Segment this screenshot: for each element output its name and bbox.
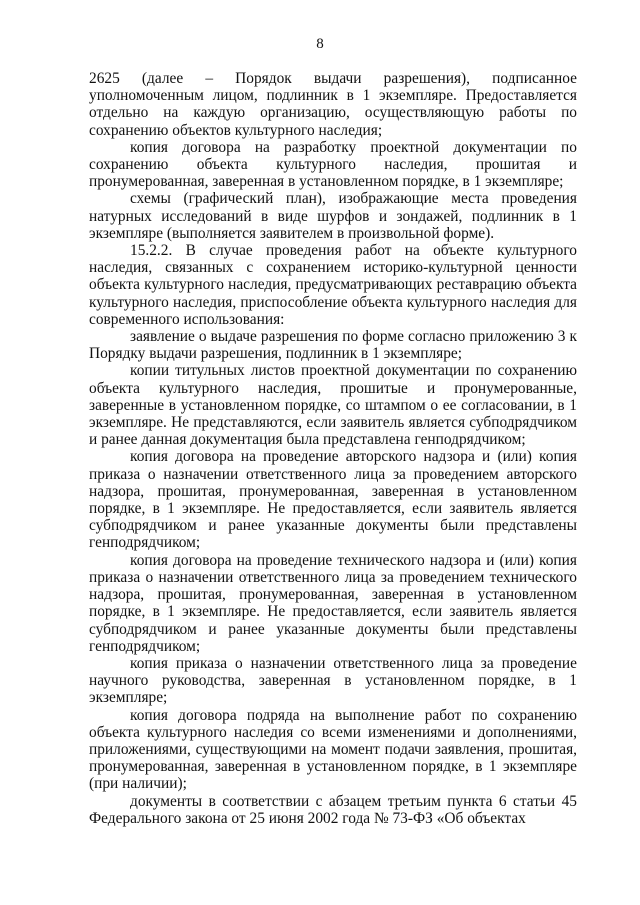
paragraph: копии титульных листов проектной документации по сохранению объекта культурного наследия, прошитые и пронумерованные, заверенные в установленном порядке, со штампом о ее согласовании, в 1 экземпляре. Не представляются, если заявитель является субподрядчиком и ранее данная документация была представлена генподрядчиком; <box>89 362 577 449</box>
document-body <box>89 70 577 827</box>
paragraph: заявление о выдаче разрешения по форме согласно приложению 3 к Порядку выдачи разрешения, подлинник в 1 экземпляре; <box>89 328 577 363</box>
paragraph: документы в соответствии с абзацем третьим пункта 6 статьи 45 Федерального закона от 25 июня 2002 года № 73-ФЗ «Об объектах <box>89 792 577 827</box>
paragraph: копия договора подряда на выполнение работ по сохранению объекта культурного наследия со всеми изменениями и дополнениями, приложениями, существующими на момент подачи заявления, прошитая, пронумерованная, заверенная в установленном порядке, в 1 экземпляре (при наличии); <box>89 706 577 793</box>
paragraph: копия приказа о назначении ответственного лица за проведение научного руководства, заверенная в установленном порядке, в 1 экземпляре; <box>89 654 577 707</box>
page-number: 8 <box>316 36 324 52</box>
paragraph: схемы (графический план), изображающие места проведения натурных исследований в виде шурфов и зондажей, подлинник в 1 экземпляре (выполняется заявителем в произвольной форме). <box>89 190 577 242</box>
paragraph: 2625 (далее – Порядок выдачи разрешения), подписанное уполномоченным лицом, подлинник в 1 экземпляре. Предоставляется отдельно на каждую организацию, осуществляющую работы по сохранению объектов культурного наследия; <box>89 70 577 139</box>
paragraph: 15.2.2. В случае проведения работ на объекте культурного наследия, связанных с сохранением историко-культурной ценности объекта культурного наследия, предусматривающих реставрацию объекта культурного наследия, приспособление объекта культурного наследия для современного использования: <box>89 242 577 328</box>
paragraph: копия договора на проведение технического надзора и (или) копия приказа о назначении ответственного лица за проведением технического надзора, прошитая, пронумерованная, заверенная в установленном порядке, в 1 экземпляре. Не предоставляется, если заявитель является субподрядчиком и ранее указанные документы были представлены генподрядчиком; <box>89 551 577 655</box>
paragraph: копия договора на разработку проектной документации по сохранению объекта культурного наследия, прошитая и пронумерованная, заверенная в установленном порядке, в 1 экземпляре; <box>89 138 577 191</box>
paragraph: копия договора на проведение авторского надзора и (или) копия приказа о назначении ответственного лица за проведением авторского надзора, прошитая, пронумерованная, заверенная в установленном порядке, в 1 экземпляре. Не предоставляется, если заявитель является субподрядчиком и ранее указанные документы были представлены генподрядчиком; <box>89 448 577 552</box>
